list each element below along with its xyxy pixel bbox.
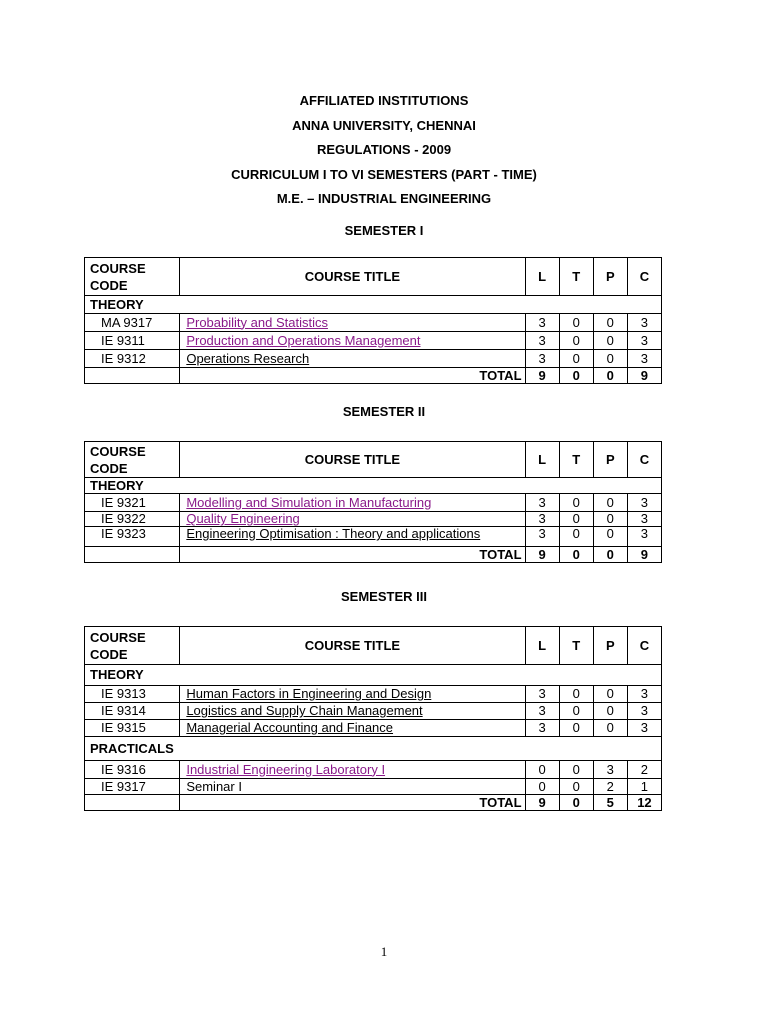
credit-c: 3	[627, 720, 661, 737]
course-title-link[interactable]: Probability and Statistics	[180, 314, 525, 332]
col-header-c: C	[627, 258, 661, 296]
total-label: TOTAL	[180, 368, 525, 384]
course-title: Logistics and Supply Chain Management	[180, 703, 525, 720]
col-header-title: COURSE TITLE	[180, 258, 525, 296]
total-blank	[85, 368, 180, 384]
credit-l: 0	[525, 779, 559, 795]
credit-c: 3	[627, 314, 661, 332]
credit-p: 0	[593, 686, 627, 703]
course-code: MA 9317	[85, 314, 180, 332]
course-title: Seminar I	[180, 779, 525, 795]
credit-c: 3	[627, 512, 661, 527]
col-header-c: C	[627, 442, 661, 478]
credit-p: 0	[593, 494, 627, 512]
credit-t: 0	[559, 686, 593, 703]
total-t: 0	[559, 547, 593, 563]
total-label: TOTAL	[180, 795, 525, 811]
table-row	[85, 350, 662, 368]
credit-c: 3	[627, 332, 661, 350]
credit-l: 3	[525, 686, 559, 703]
total-c: 12	[627, 795, 661, 811]
credit-t: 0	[559, 779, 593, 795]
col-header-t: T	[559, 627, 593, 665]
total-label: TOTAL	[180, 547, 525, 563]
credit-c: 3	[627, 703, 661, 720]
credit-t: 0	[559, 512, 593, 527]
course-title: Engineering Optimisation : Theory and applications	[180, 527, 525, 547]
credit-t: 0	[559, 720, 593, 737]
total-row	[85, 795, 662, 811]
total-blank	[85, 795, 180, 811]
credit-p: 0	[593, 350, 627, 368]
col-header-code: COURSE CODE	[85, 258, 180, 296]
section-theory: THEORY	[85, 478, 662, 494]
table-row	[85, 761, 662, 779]
credit-l: 3	[525, 512, 559, 527]
credit-p: 0	[593, 703, 627, 720]
header-line-institutions: AFFILIATED INSTITUTIONS	[299, 93, 469, 108]
col-header-code: COURSE CODE	[85, 627, 180, 665]
col-header-title: COURSE TITLE	[180, 627, 525, 665]
total-t: 0	[559, 368, 593, 384]
total-p: 0	[593, 368, 627, 384]
credit-l: 3	[525, 332, 559, 350]
table-row	[85, 494, 662, 512]
section-theory: THEORY	[85, 296, 662, 314]
credit-c: 3	[627, 350, 661, 368]
course-title-link[interactable]: Modelling and Simulation in Manufacturing	[180, 494, 525, 512]
course-code: IE 9311	[85, 332, 180, 350]
credit-p: 3	[593, 761, 627, 779]
col-header-p: P	[593, 627, 627, 665]
credit-p: 0	[593, 314, 627, 332]
semester-2-table	[84, 441, 662, 563]
col-header-title: COURSE TITLE	[180, 442, 525, 478]
course-title-link[interactable]: Production and Operations Management	[180, 332, 525, 350]
credit-p: 0	[593, 527, 627, 547]
credit-c: 3	[627, 494, 661, 512]
credit-t: 0	[559, 332, 593, 350]
credit-t: 0	[559, 350, 593, 368]
col-header-t: T	[559, 442, 593, 478]
header-line-university: ANNA UNIVERSITY, CHENNAI	[292, 117, 476, 133]
document-header	[0, 93, 768, 216]
course-code: IE 9314	[85, 703, 180, 720]
total-l: 9	[525, 547, 559, 563]
course-title-link[interactable]: Industrial Engineering Laboratory I	[180, 761, 525, 779]
col-header-p: P	[593, 258, 627, 296]
table-row	[85, 314, 662, 332]
credit-c: 1	[627, 779, 661, 795]
table-row	[85, 686, 662, 703]
course-code: IE 9317	[85, 779, 180, 795]
total-c: 9	[627, 547, 661, 563]
table-row	[85, 332, 662, 350]
credit-c: 2	[627, 761, 661, 779]
total-t: 0	[559, 795, 593, 811]
credit-c: 3	[627, 527, 661, 547]
credit-p: 0	[593, 720, 627, 737]
course-code: IE 9322	[85, 512, 180, 527]
total-l: 9	[525, 795, 559, 811]
col-header-l: L	[525, 442, 559, 478]
total-row	[85, 547, 662, 563]
col-header-p: P	[593, 442, 627, 478]
credit-l: 3	[525, 494, 559, 512]
credit-p: 2	[593, 779, 627, 795]
total-p: 5	[593, 795, 627, 811]
header-line-regulations: REGULATIONS - 2009	[316, 142, 452, 157]
table-row	[85, 779, 662, 795]
col-header-t: T	[559, 258, 593, 296]
course-code: IE 9316	[85, 761, 180, 779]
credit-t: 0	[559, 314, 593, 332]
total-c: 9	[627, 368, 661, 384]
semester-3-table	[84, 626, 662, 811]
credit-l: 3	[525, 314, 559, 332]
header-line-programme: M.E. – INDUSTRIAL ENGINEERING	[276, 191, 492, 206]
credit-p: 0	[593, 332, 627, 350]
course-title: Operations Research	[180, 350, 525, 368]
table-row	[85, 703, 662, 720]
course-title: Managerial Accounting and Finance	[180, 720, 525, 737]
credit-c: 3	[627, 686, 661, 703]
credit-l: 3	[525, 703, 559, 720]
course-code: IE 9315	[85, 720, 180, 737]
course-title: Human Factors in Engineering and Design	[180, 686, 525, 703]
col-header-l: L	[525, 258, 559, 296]
total-blank	[85, 547, 180, 563]
col-header-code: COURSE CODE	[85, 442, 180, 478]
table-row	[85, 527, 662, 547]
total-p: 0	[593, 547, 627, 563]
table-row	[85, 720, 662, 737]
semester-2-title: SEMESTER II	[342, 404, 426, 419]
credit-t: 0	[559, 527, 593, 547]
page-number: 1	[380, 944, 388, 959]
col-header-c: C	[627, 627, 661, 665]
course-code: IE 9312	[85, 350, 180, 368]
course-code: IE 9313	[85, 686, 180, 703]
credit-t: 0	[559, 703, 593, 720]
semester-3-title: SEMESTER III	[341, 589, 427, 604]
course-title-link[interactable]: Quality Engineering	[180, 512, 525, 527]
credit-l: 3	[525, 527, 559, 547]
section-practicals: PRACTICALS	[85, 737, 662, 761]
course-code: IE 9321	[85, 494, 180, 512]
semester-1-table	[84, 257, 662, 384]
credit-l: 3	[525, 720, 559, 737]
credit-t: 0	[559, 761, 593, 779]
credit-l: 3	[525, 350, 559, 368]
credit-p: 0	[593, 512, 627, 527]
course-code: IE 9323	[85, 527, 180, 547]
table-row	[85, 512, 662, 527]
total-row	[85, 368, 662, 384]
col-header-l: L	[525, 627, 559, 665]
header-line-curriculum: CURRICULUM I TO VI SEMESTERS (PART - TIME)	[231, 166, 537, 182]
semester-1-title: SEMESTER I	[344, 223, 424, 238]
credit-l: 0	[525, 761, 559, 779]
section-theory: THEORY	[85, 665, 662, 686]
credit-t: 0	[559, 494, 593, 512]
total-l: 9	[525, 368, 559, 384]
